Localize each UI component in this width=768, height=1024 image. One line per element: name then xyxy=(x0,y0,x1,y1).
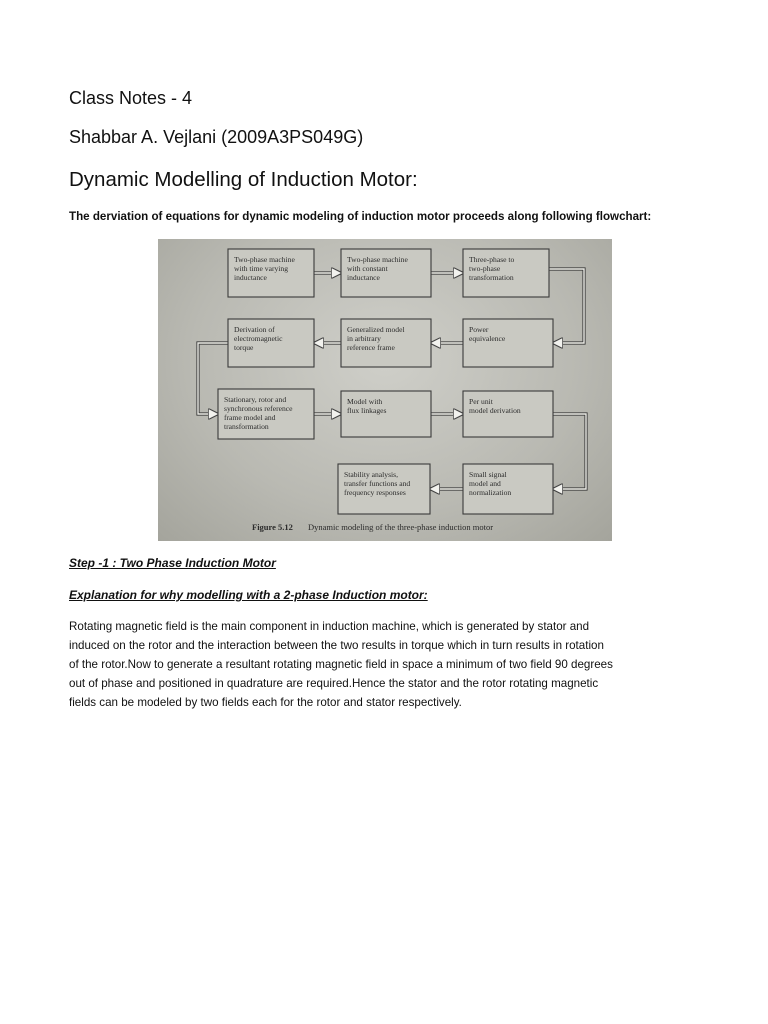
flowchart-arrow xyxy=(549,269,584,343)
figure-caption-text: Dynamic modeling of the three-phase induction motor xyxy=(308,522,494,532)
flowchart-arrow xyxy=(553,414,586,489)
paragraph-line: induced on the rotor and the interaction between the two results in torque which in turn results in rotation xyxy=(69,639,604,652)
paragraph-line: Rotating magnetic field is the main component in induction machine, which is generated by stator and xyxy=(69,620,590,633)
explanation-heading: Explanation for why modelling with a 2-phase Induction motor: xyxy=(69,588,428,602)
flowchart-box-label: Small signal xyxy=(469,470,507,479)
flowchart-box-label: in arbitrary xyxy=(347,334,381,343)
flowchart-box-label: equivalence xyxy=(469,334,506,343)
flowchart-box-label: inductance xyxy=(234,273,267,282)
flowchart-box-label: Power xyxy=(469,325,489,334)
class-notes-label: Class Notes - 4 xyxy=(69,88,193,108)
flowchart-box xyxy=(228,319,314,367)
flowchart-box xyxy=(338,464,430,514)
flowchart-box-label: transformation xyxy=(224,422,269,431)
flowchart-box xyxy=(341,249,431,297)
author-line: Shabbar A. Vejlani (2009A3PS049G) xyxy=(69,127,364,147)
flowchart-box-label: frame model and xyxy=(224,413,276,422)
flowchart-box-label: Model with xyxy=(347,397,383,406)
flowchart-arrow-inner xyxy=(549,269,584,343)
flowchart-box-label: Three-phase to xyxy=(469,255,515,264)
flowchart-box-label: torque xyxy=(234,343,254,352)
flowchart-box-label: normalization xyxy=(469,488,512,497)
paragraph-line: of the rotor.Now to generate a resultant rotating magnetic field in space a minimum of two field 90 degrees xyxy=(69,658,613,671)
paragraph-line: fields can be modeled by two fields each for the rotor and stator respectively. xyxy=(69,696,462,709)
page-title: Dynamic Modelling of Induction Motor: xyxy=(69,168,418,191)
flowchart-box xyxy=(463,391,553,437)
flowchart-box xyxy=(341,391,431,437)
step-heading: Step -1 : Two Phase Induction Motor xyxy=(69,556,276,570)
flowchart-box-label: frequency responses xyxy=(344,488,406,497)
flowchart-box-label: model derivation xyxy=(469,406,521,415)
flowchart-diagram xyxy=(158,239,612,541)
flowchart-box-label: Per unit xyxy=(469,397,493,406)
flowchart-box xyxy=(228,249,314,297)
flowchart-box-label: with time varying xyxy=(234,264,288,273)
intro-text: The derviation of equations for dynamic modeling of induction motor proceeds along following flowchart: xyxy=(69,210,652,223)
flowchart-box-label: Generalized model xyxy=(347,325,405,334)
paragraph-line: out of phase and positioned in quadrature are required.Hence the stator and the rotor rotating magnetic xyxy=(69,677,599,690)
flowchart-box-label: Two-phase machine xyxy=(347,255,408,264)
flowchart-box xyxy=(463,464,553,514)
flowchart-box-label: transfer functions and xyxy=(344,479,411,488)
flowchart-box-label: two-phase xyxy=(469,264,501,273)
figure-caption-label: Figure 5.12 xyxy=(252,522,293,532)
flowchart-box-label: Derivation of xyxy=(234,325,275,334)
flowchart-box-label: model and xyxy=(469,479,501,488)
flowchart-box-label: electromagnetic xyxy=(234,334,283,343)
flowchart-box xyxy=(463,319,553,367)
flowchart-box-label: flux linkages xyxy=(347,406,387,415)
flowchart-box-label: reference frame xyxy=(347,343,395,352)
flowchart-box-label: Stationary, rotor and xyxy=(224,395,287,404)
flowchart-photo xyxy=(158,239,612,541)
flowchart-box-label: Two-phase machine xyxy=(234,255,295,264)
flowchart-box xyxy=(218,389,314,439)
flowchart-arrows xyxy=(198,269,586,489)
flowchart-box-label: Stability analysis, xyxy=(344,470,398,479)
flowchart-box-label: with constant xyxy=(347,264,388,273)
flowchart-box-label: synchronous reference xyxy=(224,404,293,413)
explanation-paragraph xyxy=(69,617,709,712)
flowchart-box xyxy=(341,319,431,367)
flowchart-arrow-inner xyxy=(553,414,586,489)
flowchart-box-label: transformation xyxy=(469,273,514,282)
flowchart-box xyxy=(463,249,549,297)
flowchart-box-label: inductance xyxy=(347,273,380,282)
